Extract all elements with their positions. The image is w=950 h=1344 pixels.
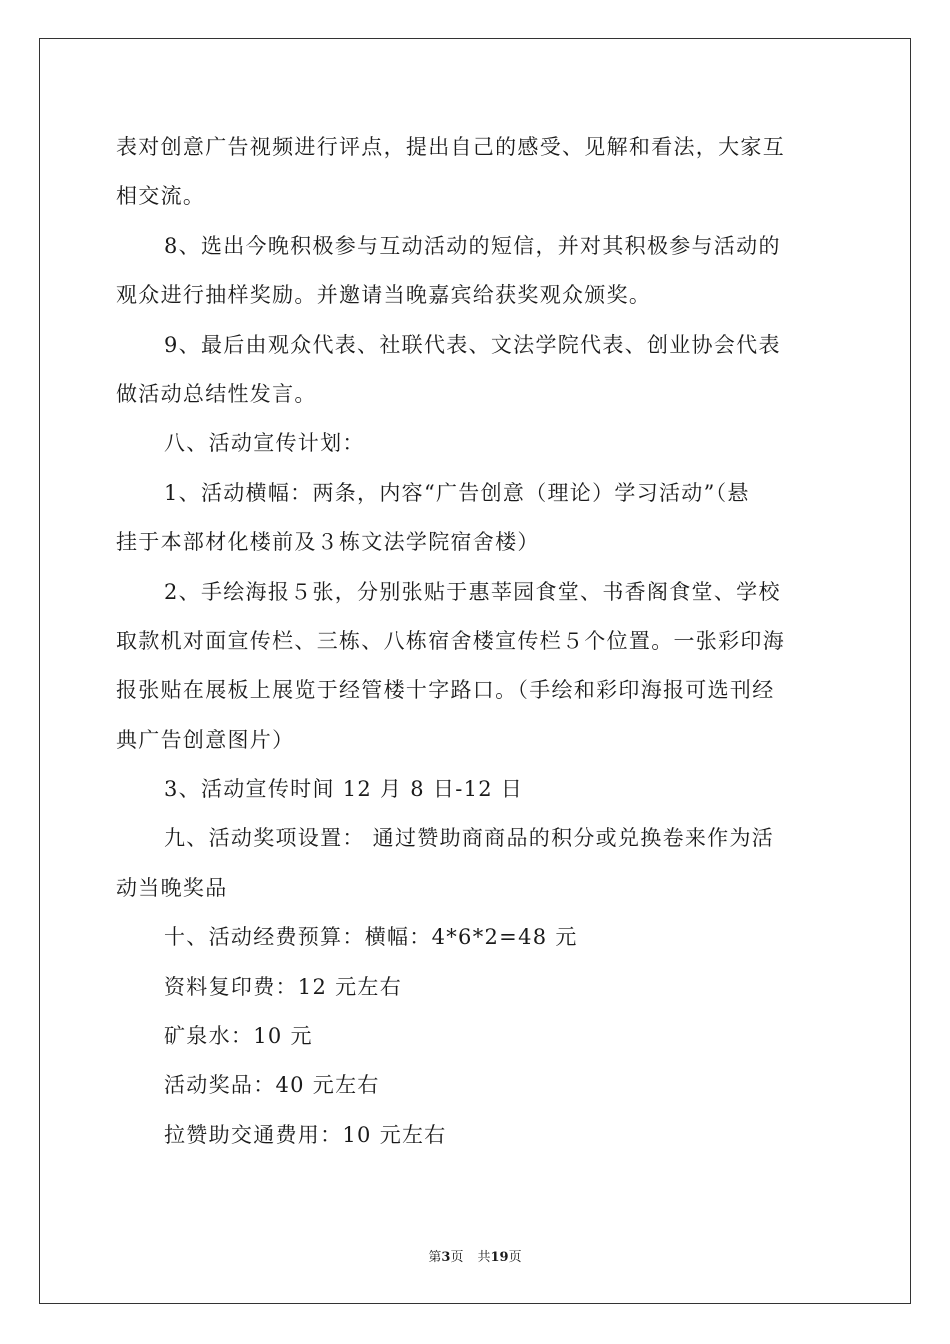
text-line: 1、活动横幅：两条，内容“广告创意（理论）学习活动”（悬 — [164, 480, 750, 505]
budget-item: 矿泉水：10 元 — [164, 1024, 313, 1049]
text-line: 9、最后由观众代表、社联代表、文法学院代表、创业协会代表 — [164, 332, 781, 357]
text-line: 相交流。 — [116, 184, 206, 209]
total-suffix: 页 — [508, 1250, 522, 1265]
document-body — [116, 123, 836, 1160]
text-line: 做活动总结性发言。 — [116, 381, 317, 406]
section-heading: 九、活动奖项设置： 通过赞助商商品的积分或兑换卷来作为活 — [164, 826, 775, 851]
text-line: 取款机对面宣传栏、三栋、八栋宿舍楼宣传栏５个位置。一张彩印海 — [116, 628, 785, 653]
text-line: 报张贴在展板上展览于经管楼十字路口。（手绘和彩印海报可选刊经 — [116, 678, 775, 703]
page-footer — [0, 1246, 950, 1265]
text-line: 3、活动宣传时间 12 月 8 日-12 日 — [164, 777, 524, 802]
budget-item: 拉赞助交通费用：10 元左右 — [164, 1122, 447, 1147]
text-line: 8、选出今晚积极参与互动活动的短信，并对其积极参与活动的 — [164, 233, 781, 258]
text-line: 表对创意广告视频进行评点，提出自己的感受、见解和看法，大家互 — [116, 135, 785, 159]
text-line: 典广告创意图片） — [116, 727, 295, 752]
text-line: 动当晚奖品 — [116, 875, 228, 900]
total-pages: 19 — [490, 1250, 509, 1265]
page-prefix: 第 — [428, 1250, 442, 1265]
total-prefix: 共 — [477, 1250, 491, 1265]
budget-item: 活动奖品：40 元左右 — [164, 1073, 380, 1098]
section-heading: 八、活动宣传计划： — [164, 431, 365, 456]
budget-item: 资料复印费：12 元左右 — [164, 974, 402, 999]
text-line: 挂于本部材化楼前及３栋文法学院宿舍楼） — [116, 530, 540, 555]
text-line: 2、手绘海报５张，分别张贴于惠莘园食堂、书香阁食堂、学校 — [164, 579, 781, 604]
page-suffix: 页 — [450, 1250, 464, 1265]
section-heading: 十、活动经费预算：横幅：4*6*2=48 元 — [164, 925, 578, 950]
page-number: 3 — [441, 1250, 451, 1265]
text-line: 观众进行抽样奖励。并邀请当晚嘉宾给获奖观众颁奖。 — [116, 283, 652, 308]
